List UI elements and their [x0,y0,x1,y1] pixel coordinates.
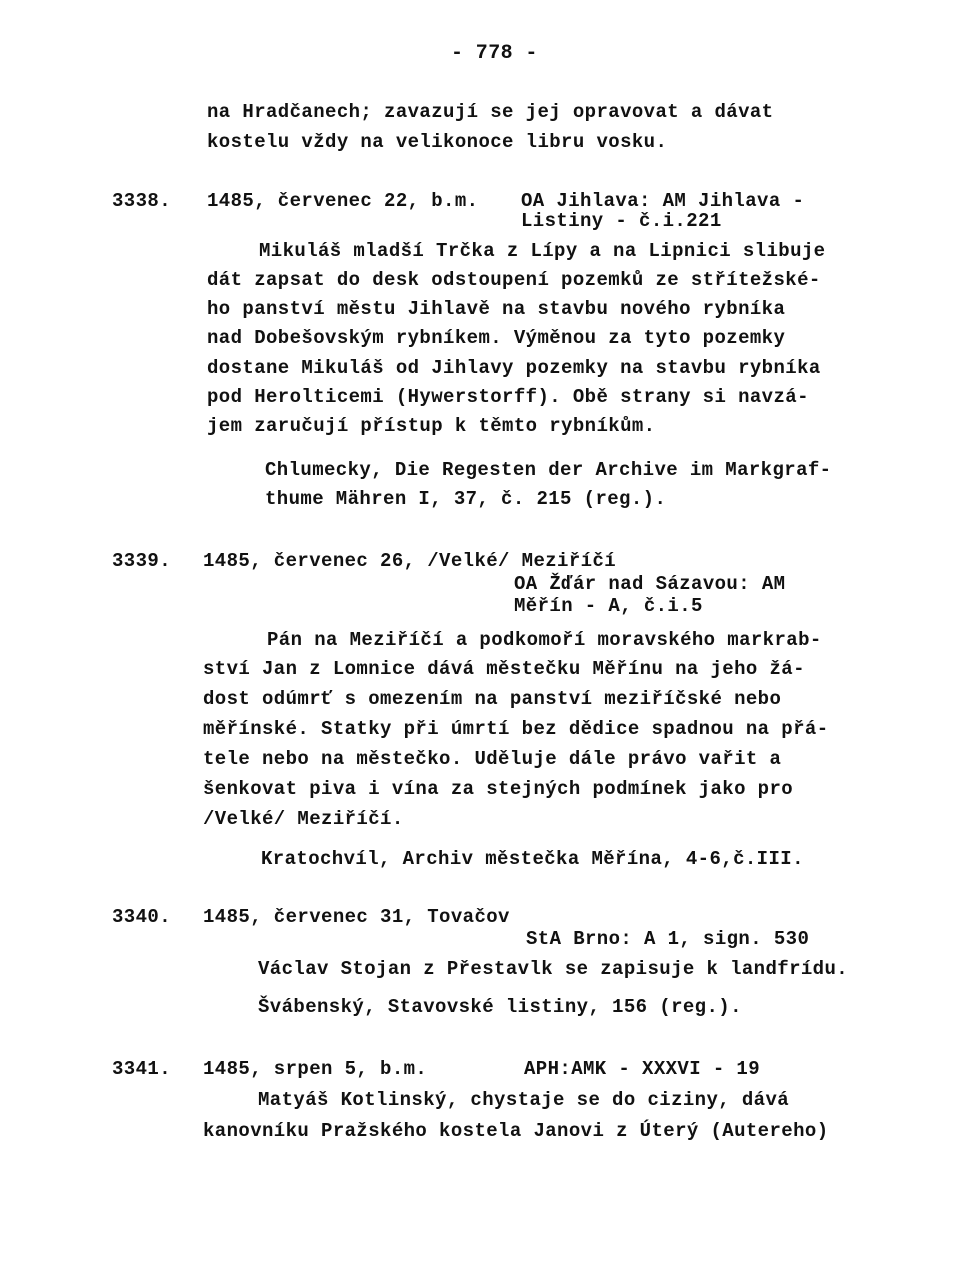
entry-text-line: kanovníku Pražského kostela Janovi z Úterý (Autereho) [203,1120,829,1142]
entry-text-line: jem zaručují přístup k těmto rybníkům. [207,415,656,437]
entry-text-line: Matyáš Kotlinský, chystaje se do ciziny, dává [258,1089,790,1111]
entry-text-line: Václav Stojan z Přestavlk se zapisuje k landfrídu. [258,958,849,980]
intro-line: kostelu vždy na velikonoce libru vosku. [207,131,668,153]
entry-source-line: StA Brno: A 1, sign. 530 [526,928,810,950]
entry-reference-line: thume Mähren I, 37, č. 215 (reg.). [265,488,667,510]
entry-heading: 1485, srpen 5, b.m. [203,1058,428,1080]
entry-source-line: OA Jihlava: AM Jihlava - [521,190,805,212]
entry-source-line: OA Žďár nad Sázavou: AM [514,573,786,595]
entry-heading: 1485, červenec 22, b.m. [207,190,479,212]
entry-number: 3338. [112,190,172,212]
entry-text-line: dostane Mikuláš od Jihlavy pozemky na stavbu rybníka [207,357,821,379]
entry-text-line: /Velké/ Meziříčí. [203,808,404,830]
entry-reference-line: Kratochvíl, Archiv městečka Měřína, 4-6,č.III. [261,848,804,870]
page-number: - 778 - [451,42,538,65]
entry-text-line: ství Jan z Lomnice dává městečku Měřínu na jeho žá- [203,658,805,680]
entry-text-line: šenkovat piva i vína za stejných podmínek jako pro [203,778,794,800]
entry-source-line: Měřín - A, č.i.5 [514,595,703,617]
entry-text-line: Pán na Meziříčí a podkomoří moravského markrab- [267,629,822,651]
entry-text-line: Mikuláš mladší Trčka z Lípy a na Lipnici slibuje [259,240,826,262]
entry-number: 3339. [112,550,172,572]
intro-line: na Hradčanech; zavazují se jej opravovat a dávat [207,101,774,123]
entry-number: 3340. [112,906,172,928]
entry-reference-line: Chlumecky, Die Regesten der Archive im Markgraf- [265,459,832,481]
entry-source-line: APH:AMK - XXXVI - 19 [524,1058,761,1080]
entry-text-line: dost odúmrť s omezením na panství meziříčské nebo [203,688,782,710]
entry-text-line: tele nebo na městečko. Uděluje dále právo vařit a [203,748,782,770]
entry-heading: 1485, červenec 26, /Velké/ Meziříčí [203,550,617,572]
entry-text-line: pod Herolticemi (Hywerstorff). Obě strany si navzá- [207,386,809,408]
entry-source-line: Listiny - č.i.221 [521,210,722,232]
entry-reference-line: Švábenský, Stavovské listiny, 156 (reg.). [258,996,742,1018]
entry-text-line: nad Dobešovským rybníkem. Výměnou za tyto pozemky [207,327,786,349]
entry-text-line: ho panství městu Jihlavě na stavbu nového rybníka [207,298,786,320]
entry-text-line: měřínské. Statky při úmrtí bez dědice spadnou na přá- [203,718,829,740]
entry-number: 3341. [112,1058,172,1080]
entry-text-line: dát zapsat do desk odstoupení pozemků ze střítežské- [207,269,821,291]
entry-heading: 1485, červenec 31, Tovačov [203,906,510,928]
